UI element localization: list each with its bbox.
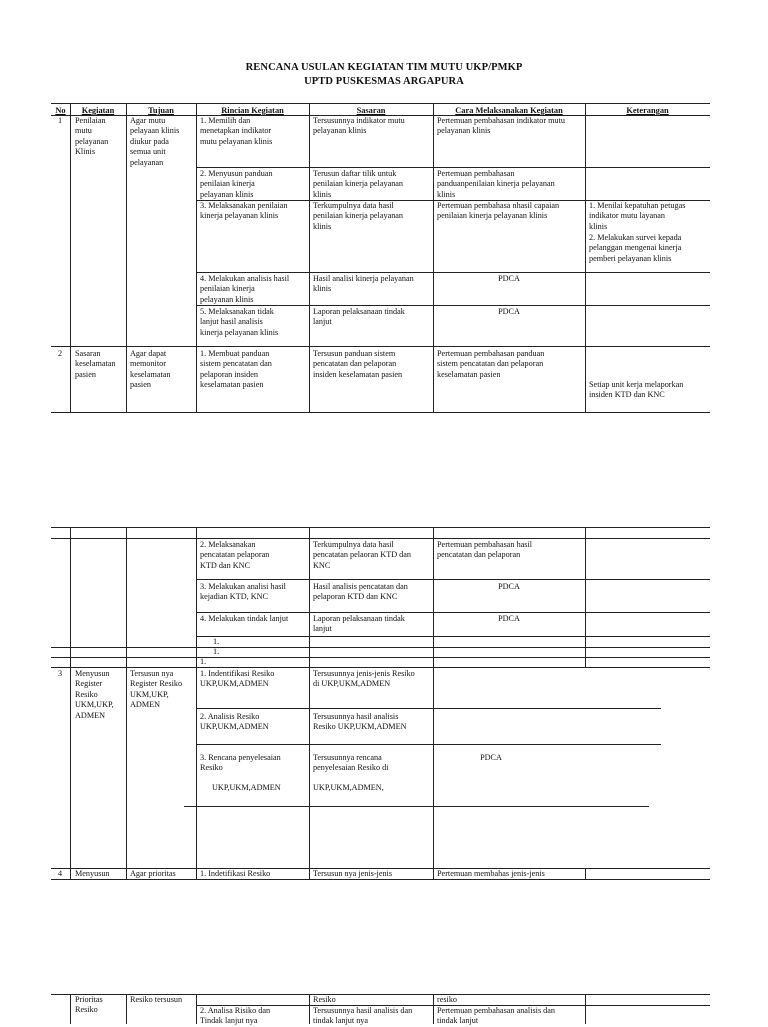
cell-rincian: 1. [213,637,220,646]
page-title: RENCANA USULAN KEGIATAN TIM MUTU UKP/PMKP [245,62,523,73]
cell-kegiatan: Prioritas Resiko [75,995,103,1015]
cell-sasaran: Tersusunnya hasil analisis Resiko UKP,UKM,ADMEN [313,712,407,732]
cell-rincian: 3. Melaksanakan penilaian kinerja pelayanan klinis [200,201,288,221]
row-divider [196,167,710,168]
cell-sasaran: Laporan pelaksanaan tindak lanjut [313,307,405,327]
cell-rincian: 5. Melaksanakan tidak lanjut hasil analisis kinerja pelayanan klinis [200,307,279,337]
cell-rincian: 1. [200,657,207,666]
cell-no: 2 [58,349,63,358]
cell-keterangan: 2. Melakukan survei kepada pelanggan mengenai kinerja pemberi pelayanan klinis [589,233,682,263]
table-top-border [51,527,710,528]
cell-kegiatan: Penilaian mutu pelayanan Klinis [75,116,109,157]
column-divider [196,527,197,879]
cell-sasaran: UKP,UKM,ADMEN, [313,783,384,792]
cell-cara: PDCA [498,307,520,316]
cell-rincian: 4. Melakukan tindak lanjut [200,614,289,623]
cell-cara: Pertemuan pembahasan panduan sistem pencatatan dan pelaporan keselamatan pasien [437,349,545,379]
cell-sasaran: Tersusunnya hasil analisis dan tindak lanjut nya [313,1006,413,1026]
column-divider [433,103,434,412]
cell-cara: Pertemuan pembahasa nhasil capaian penilaian kinerja pelayanan klinis [437,201,560,221]
cell-rincian: 1. [213,647,220,656]
cell-no: 3 [58,669,63,678]
cell-cara: Pertemuan membahas jenis-jenis [437,869,545,878]
row-divider [196,744,661,745]
column-divider [585,994,586,1024]
cell-sasaran: Terusun daftar tilik untuk penilaian kinerja pelayanan klinis [313,169,404,199]
column-divider [70,527,71,879]
cell-cara: PDCA [480,753,502,762]
cell-sasaran: Laporan pelaksanaan tindak lanjut [313,614,405,634]
cell-kegiatan: Menyusun [75,869,110,878]
column-header-no: No [55,106,66,115]
column-divider [585,527,586,667]
cell-sasaran: Tersusunnya rencana penyelesaian Resiko di [313,753,389,773]
column-divider [126,527,127,879]
cell-no: 4 [58,869,63,878]
cell-rincian: 3. Rencana penyelesaian Resiko [200,753,281,773]
row-divider [51,346,710,347]
column-header-kegiatan: Kegiatan [81,106,115,115]
column-divider [585,103,586,412]
column-divider [309,103,310,412]
cell-cara: PDCA [498,582,520,591]
column-header-keterangan: Keterangan [626,106,669,115]
cell-rincian: 2. Menyusun panduan penilaian kinerja pelayanan klinis [200,169,273,199]
cell-rincian: 1. Indentifikasi Resiko UKP,UKM,ADMEN [200,669,275,689]
column-divider [585,868,586,879]
column-header-tujuan: Tujuan [148,106,174,115]
cell-kegiatan: Sasaran keselamatan pasien [75,349,116,379]
row-divider [196,579,710,580]
column-divider [433,994,434,1024]
cell-keterangan: Setiap unit kerja melaporkan insiden KTD dan KNC [589,380,684,400]
column-divider [70,103,71,412]
cell-rincian: 1. Memilih dan menetapkan indikator mutu pelayanan klinis [200,116,273,146]
column-divider [433,527,434,879]
column-divider [309,994,310,1024]
row-divider [196,708,661,709]
table-top-border [51,103,710,104]
cell-sasaran: Tersusun nya jenis-jenis [313,869,393,878]
cell-tujuan: Resiko tersusun [130,995,183,1004]
cell-rincian: 2. Melaksanakan pencatatan pelaporan KTD dan KNC [200,540,270,570]
cell-rincian: 1. Membuat panduan sistem pencatatan dan pelaporan insiden keselamatan pasien [200,349,272,390]
cell-rincian: UKP,UKM,ADMEN [212,783,281,792]
row-divider [51,647,710,648]
column-header-rincian: Rincian Kegiatan [221,106,284,115]
column-divider [309,527,310,879]
column-divider [196,994,197,1024]
cell-kegiatan: Menyusun Register Resiko UKM,UKP, ADMEN [75,669,114,720]
row-divider [51,412,710,413]
cell-cara: Pertemuan pembahasan hasil pencatatan dan pelaporan [437,540,533,560]
row-divider [51,538,710,539]
row-divider [196,636,710,637]
cell-tujuan: Agar mutu pelayaan klinis diukur pada semua unit pelayanan [130,116,180,167]
cell-sasaran: Tersusun panduan sistem pencatatan dan pelaporan insiden keselamatan pasien [313,349,403,379]
page-subtitle: UPTD PUSKESMAS ARGAPURA [304,76,464,87]
cell-cara: Pertemuan pembahasan panduanpenilaian kinerja pelayanan klinis [437,169,555,199]
cell-rincian: 3. Melakukan analisi hasil kejadian KTD, KNC [200,582,286,602]
cell-sasaran: Terkumpulnya data hasil pencatatan pelaoran KTD dan KNC [313,540,411,570]
row-divider [196,612,710,613]
cell-cara: PDCA [498,614,520,623]
row-divider [196,272,710,273]
cell-cara: Pertemuan pembahasan indikator mutu pelayanan klinis [437,116,566,136]
cell-rincian: 4. Melakukan analisis hasil penilaian kinerja pelayanan klinis [200,274,290,304]
cell-sasaran: Tersusunnya indikator mutu pelayanan klinis [313,116,405,136]
cell-sasaran: Hasil analisi kinerja pelayanan klinis [313,274,414,294]
cell-rincian: 2. Analisa Risiko dan Tindak lanjut nya [200,1006,271,1026]
cell-rincian: 2. Analisis Resiko UKP,UKM,ADMEN [200,712,269,732]
row-divider [51,667,710,668]
cell-cara: PDCA [498,274,520,283]
cell-tujuan: Agar dapat memonitor keselamatan pasien [130,349,171,390]
row-divider [51,657,710,658]
cell-sasaran: Terkumpulnya data hasil penilaian kinerja pelayanan klinis [313,201,404,231]
column-divider [126,994,127,1024]
cell-tujuan: Tersusun nya Register Resiko UKM,UKP, ADMEN [130,669,183,710]
column-header-cara: Cara Melaksanakan Kegiatan [455,106,563,115]
column-divider [70,994,71,1024]
cell-rincian: 1. Indetifikasi Resiko [200,869,271,878]
cell-cara: Pertemuan pembahasan analisis dan tindak lanjut [437,1006,555,1026]
column-divider [126,103,127,412]
cell-cara: resiko [437,995,458,1004]
column-header-sasaran: Sasaran [356,106,386,115]
cell-sasaran: Tersusunnya jenis-jenis Resiko di UKP,UKM,ADMEN [313,669,415,689]
cell-sasaran: Resiko [313,995,336,1004]
cell-keterangan: 1. Menilai kepatuhan petugas indikator mutu layanan klinis [589,201,686,231]
row-divider [184,806,649,807]
cell-no: 1 [58,116,63,125]
cell-tujuan: Agar prioritas [130,869,176,878]
column-divider [196,103,197,412]
cell-sasaran: Hasil analisis pencatatan dan pelaporan KTD dan KNC [313,582,408,602]
